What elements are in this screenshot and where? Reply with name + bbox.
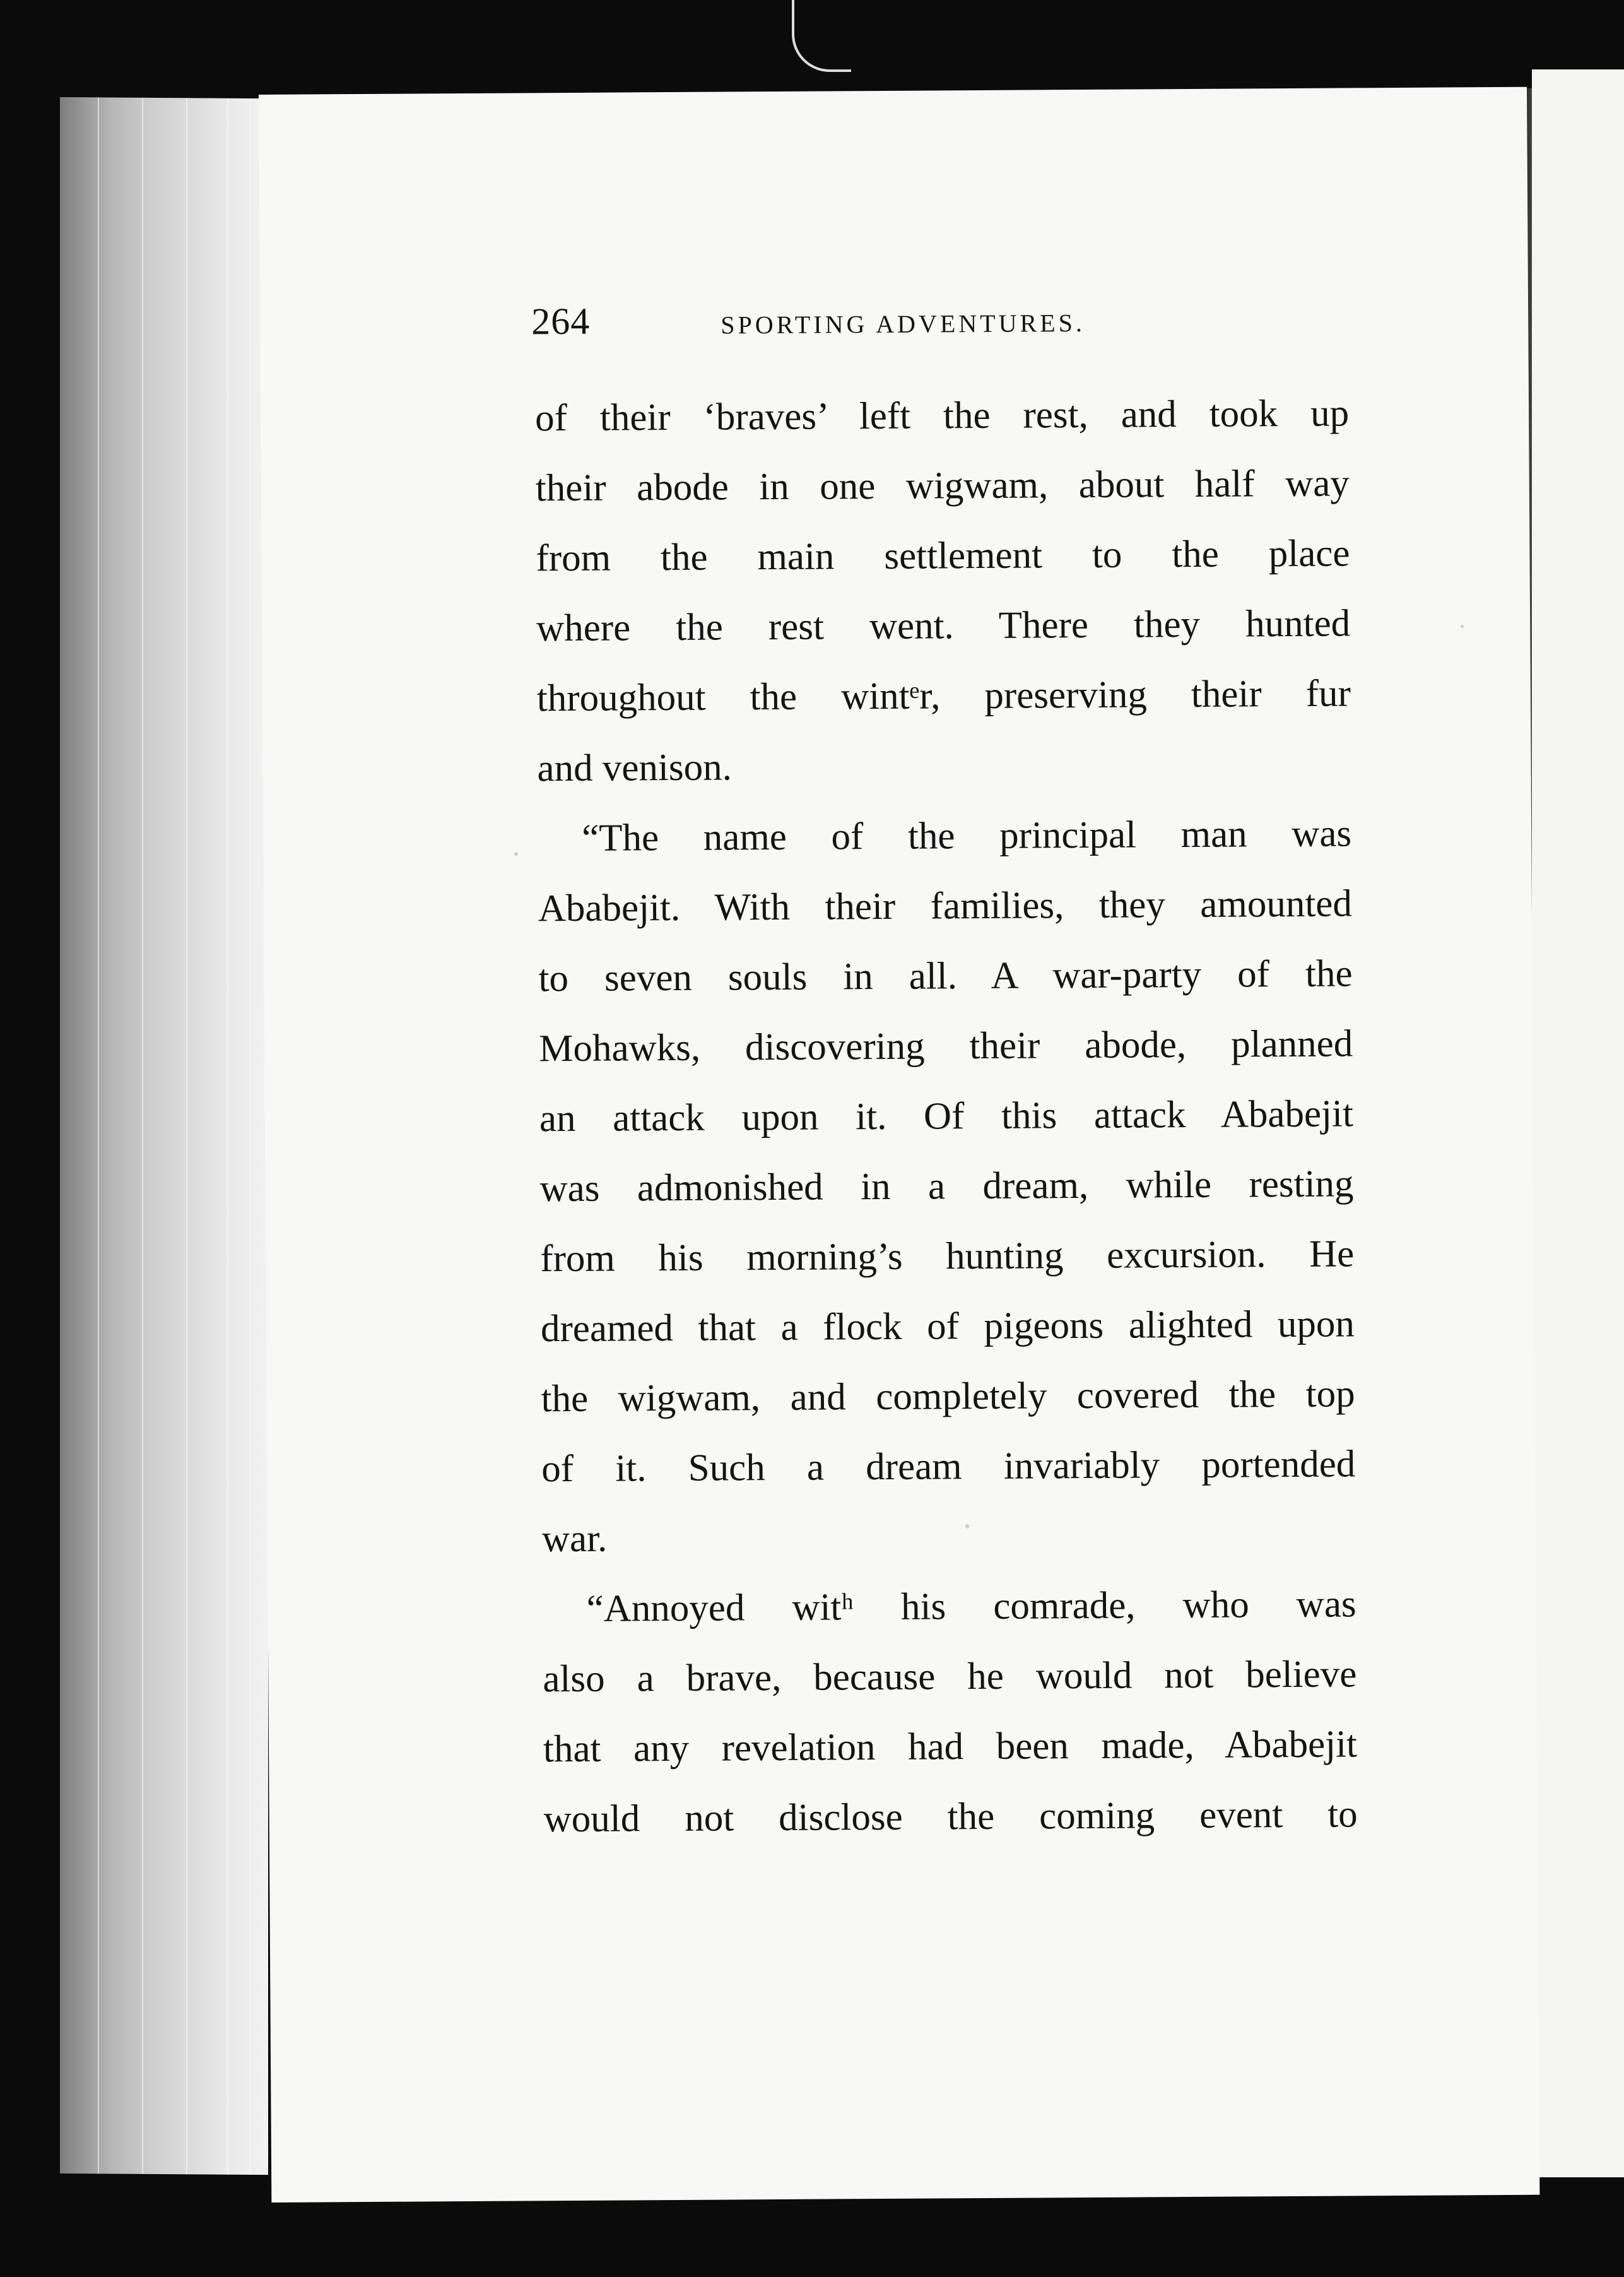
dust-speck <box>514 852 518 856</box>
text-line: of it. Such a dream invariably portended <box>541 1443 1356 1491</box>
page-edge-line <box>142 98 143 2174</box>
text-line: their abode in one wigwam, about half way <box>535 462 1350 510</box>
book-page <box>259 87 1539 2203</box>
running-title: SPORTING ADVENTURES. <box>721 309 1086 340</box>
text-line: the wigwam, and completely covered the top <box>541 1373 1355 1421</box>
page-edge-line <box>98 97 99 2174</box>
text-line: “Annoyed witʰ his comrade, who was <box>586 1583 1356 1630</box>
scanner-artifact <box>792 0 851 72</box>
text-line: also a brave, because he would not believe <box>543 1653 1357 1701</box>
page-block-edge <box>60 97 268 2175</box>
text-line: war. <box>541 1517 608 1561</box>
running-head <box>531 296 1162 344</box>
text-line: where the rest went. There they hunted <box>536 602 1351 650</box>
text-line: dreamed that a flock of pigeons alighted upon <box>540 1303 1355 1351</box>
text-line: Ababejit. With their families, they amounted <box>538 882 1353 930</box>
text-line: and venison. <box>537 746 733 790</box>
dust-speck <box>1461 625 1464 628</box>
text-line: Mohawks, discovering their abode, planned <box>539 1022 1353 1070</box>
body-text <box>535 378 1358 1854</box>
text-line: would not disclose the coming event to <box>543 1793 1358 1841</box>
text-line: was admonished in a dream, while resting <box>539 1162 1354 1210</box>
text-line: “The name of the principal man was <box>582 812 1352 860</box>
page-edge-line <box>227 98 228 2175</box>
text-line: to seven souls in all. A war-party of the <box>538 952 1353 1000</box>
text-line: an attack upon it. Of this attack Ababejit <box>539 1092 1354 1140</box>
page-number: 264 <box>531 300 591 343</box>
text-line: that any revelation had been made, Ababejit <box>543 1723 1358 1771</box>
text-line: of their ‘braves’ left the rest, and took up <box>534 392 1350 440</box>
text-line: from the main settlement to the place <box>536 532 1350 580</box>
text-line: throughout the wintᵉr, preserving their fur <box>536 672 1351 720</box>
page-edge-line <box>249 98 250 2175</box>
text-line: from his morning’s hunting excursion. He <box>540 1233 1355 1280</box>
page-edge-line <box>186 98 187 2174</box>
dust-speck <box>965 1524 969 1529</box>
facing-page-sliver <box>1532 69 1624 2177</box>
